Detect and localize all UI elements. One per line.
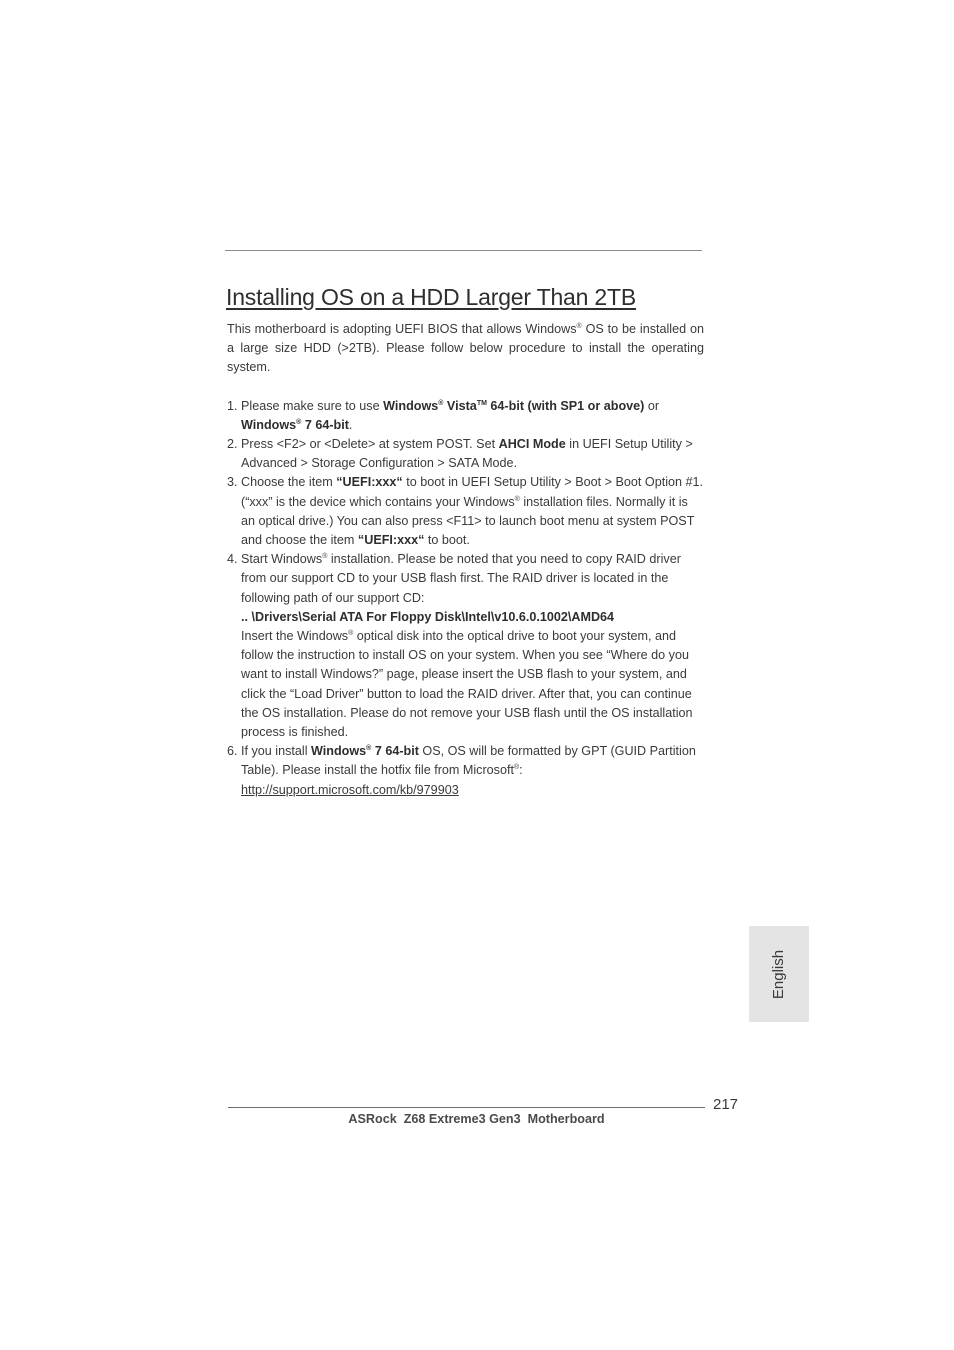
language-tab bbox=[749, 926, 809, 1022]
footer-product-name: ASRock Z68 Extreme3 Gen3 Motherboard bbox=[348, 1112, 605, 1126]
step-1: 1. Please make sure to use Windows® Vista™ 64-bit (with SP1 or above) or Windows® 7 64-bit. bbox=[227, 398, 660, 432]
hotfix-link[interactable]: http://support.microsoft.com/kb/979903 bbox=[241, 782, 459, 797]
footer-divider bbox=[228, 1107, 705, 1108]
page-number: 217 bbox=[713, 1096, 739, 1113]
top-divider bbox=[225, 250, 702, 251]
instruction-list bbox=[227, 397, 704, 800]
step-6: 6. If you install Windows® 7 64-bit OS, OS will be formatted by GPT (GUID Partition Table). Please install the hotfix file from Microsoft®: http://support.microsoft.com/kb/979903 bbox=[227, 744, 696, 797]
step-2: 2. Press <F2> or <Delete> at system POST. Set AHCI Mode in UEFI Setup Utility > Advanced > Storage Configuration > SATA Mode. bbox=[227, 437, 693, 471]
driver-path: .. \Drivers\Serial ATA For Floppy Disk\Intel\v10.6.0.1002\AMD64 bbox=[241, 609, 615, 624]
main-content bbox=[227, 320, 704, 800]
language-tab-label: English bbox=[770, 949, 788, 999]
page-title: Installing OS on a HDD Larger Than 2TB bbox=[226, 284, 637, 310]
step-3: 3. Choose the item “UEFI:xxx“ to boot in UEFI Setup Utility > Boot > Boot Option #1. (“xxx” is the device which contains your Windows® installation files. Normally it is an optical drive.) You can also press <F11> to launch boot menu at system POST and choose the item “UEFI:xxx“ to boot. bbox=[227, 475, 704, 548]
step-4: 4. Start Windows® installation. Please be noted that you need to copy RAID driver from our support CD to your USB flash first. The RAID driver is located in the following path of our support CD: .. \Drivers\Serial ATA For Floppy Disk\Intel\v10.6.0.1002\AMD64 Insert the Windows® optical disk into the optical drive to boot your system, and follow the instruction to install OS on your system. When you see “Where do you want to install Windows?” page, please insert the USB flash to your system, and click the “Load Driver” button to load the RAID driver. After that, you can continue the OS installation. Please do not remove your USB flash until the OS installation process is finished. bbox=[227, 552, 693, 740]
intro-paragraph: This motherboard is adopting UEFI BIOS that allows Windows® OS to be installed on a large size HDD (>2TB). Please follow below procedure to install the operating system. bbox=[227, 322, 704, 375]
